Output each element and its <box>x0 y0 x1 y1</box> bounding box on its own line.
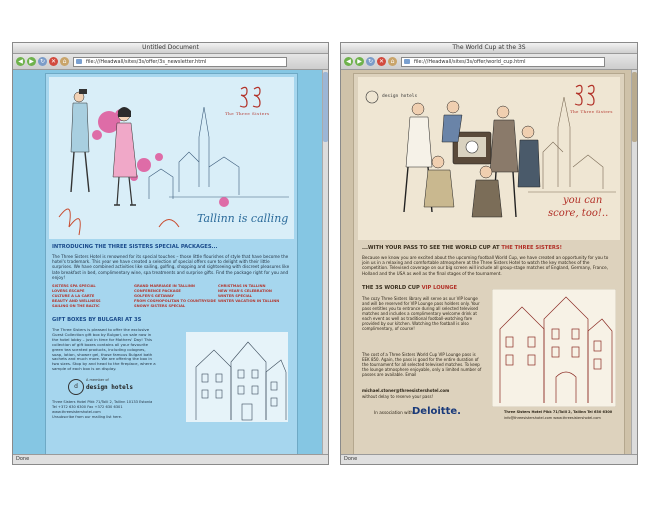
vip-text-2: The cost of a Three Sisters World Cup VIP Lounge pass is EEK 850. Again, the pass is good for the entire duration of the tournament for all selected televised matches. To keep the lounge atmosphere enjoyable, only a limited number of passes are available. Email <box>362 352 482 377</box>
forward-arrow-icon[interactable]: ▶ <box>27 57 36 66</box>
intro-text: The Three Sisters Hotel is renowned for its special touches – those little flourishes of style that have become the hotel's trademark. This year we have created a selection of special offers sure to delight with their little surprises. We have combined activities like sailing, golfing, shopping and sightseeing with discreet pleasures like late breakfast in bed, complimentary wine, spa treatments and surprise gifts. Find the package right for you and enjoy! <box>52 254 290 280</box>
vertical-scrollbar[interactable] <box>322 70 328 455</box>
package-link[interactable]: SAILING ON THE BALTIC <box>52 303 100 308</box>
heading-highlight: THE THREE SISTERS! <box>501 245 562 251</box>
slogan-line-2: score, too!.. <box>548 208 609 219</box>
address-bar[interactable] <box>401 57 605 67</box>
package-link[interactable]: SISTERS SPA SPECIAL <box>52 284 96 288</box>
status-bar: Done <box>13 454 328 464</box>
hero-illustration <box>49 77 294 239</box>
gift-text: The Three Sisters is pleased to offer the exclusive Guest Collection gift box by Bulgari, on sale now in the hotel lobby – just in time for Mothers' Day! This collection of gift boxes contains all your favourite green tea scented products, including colognes, soap, lotion, shower gel, those famous Bulgari bath sachets and much more. We are offering the box in two sizes. Stop by and head to the fireplace, where a sample of each box is on display. <box>52 327 156 372</box>
address-bar[interactable] <box>73 57 287 67</box>
vip-text-3: without delay to reserve your pass! <box>362 394 434 399</box>
title-bar <box>13 43 328 54</box>
package-link[interactable]: CONFERENCE PACKAGE <box>134 288 181 293</box>
world-cup-heading <box>362 245 562 251</box>
title-bar <box>341 43 637 54</box>
intro-heading: INTRODUCING THE THREE SISTERS SPECIAL PACKAGES... <box>52 244 218 250</box>
vip-heading <box>362 285 457 291</box>
member-of-label: A member of <box>86 378 109 382</box>
hotel-web-link[interactable]: www.threesistershotel.com <box>52 410 101 414</box>
package-link[interactable]: GOLFER'S GETAWAY <box>134 293 174 298</box>
package-link[interactable]: GRAND MARRIAGE IN TALLINN <box>134 284 195 288</box>
packages-column-1 <box>52 284 101 309</box>
back-arrow-icon[interactable]: ◀ <box>344 57 353 66</box>
newsletter-page <box>45 73 298 455</box>
slogan-line-1: you can <box>563 195 603 206</box>
package-link[interactable]: CULTURE A LA CARTE <box>52 293 95 298</box>
hotel-building-illustration <box>186 332 288 422</box>
page-viewport[interactable] <box>13 70 328 455</box>
favicon-icon <box>404 59 410 64</box>
vip-heading-prefix: THE 3S WORLD CUP <box>362 285 422 291</box>
address-bar-url: file:///Headwall/sites/3s/offer/world_cup.html <box>414 59 526 65</box>
vip-text-1: The cozy Three Sisters library will serve as our VIP lounge and will be reserved for VIP Lounge pass holders only. Your pass entitles you to entrance during all selected televised matches and includes a complimentary welcome drink at each event as well as traditional football-watching fare provided by our kitchen. Watching the football is also complimentary, of course! <box>362 296 480 331</box>
reload-icon[interactable]: ↻ <box>367 58 374 65</box>
browser-window-world-cup <box>340 42 638 465</box>
forward-arrow-icon[interactable]: ▶ <box>355 57 364 66</box>
package-link[interactable]: WINTER SPECIAL <box>218 293 252 298</box>
hotel-address: Three Sisters Hotel Pikk 71/Tolli 2, Tallinn Tel 630 6300 <box>504 410 613 414</box>
package-link[interactable]: FROM COSMOPOLITAN TO COUNTRYSIDE <box>134 298 216 303</box>
reload-icon[interactable]: ↻ <box>39 58 46 65</box>
hero-caption: Tallinn is calling <box>197 212 289 225</box>
hotel-contact: Tel +372 630 6300 Fax +372 630 6301 <box>52 405 123 409</box>
status-bar: Done <box>341 454 637 464</box>
address-bar-url: file:///Headwall/sites/3s/offer/3s_newsletter.html <box>86 59 207 65</box>
package-link[interactable]: CHRISTMAS IN TALLINN <box>218 284 266 288</box>
vip-heading-highlight: VIP LOUNGE <box>421 285 458 291</box>
intro-text: Because we know you are excited about the upcoming football World Cup, we have created an opportunity for you to join us in a relaxing and comfortable atmosphere at the Three Sisters Hotel to watch the key matches of the competition. Televised coverage on our big screen will include all group-stage matches of England, Germany, France, Holland and the USA as well as the final stages of the tournament. <box>362 255 609 276</box>
vertical-scrollbar[interactable] <box>631 70 637 455</box>
browser-toolbar <box>13 54 328 70</box>
brand-name: The Three Sisters <box>225 111 270 116</box>
home-icon[interactable]: ⌂ <box>388 57 397 66</box>
package-link[interactable]: LOVERS ESCAPE <box>52 288 85 293</box>
hero-illustration <box>358 77 620 240</box>
packages-column-3 <box>218 284 279 304</box>
page-viewport[interactable] <box>341 70 637 455</box>
scrollbar-thumb[interactable] <box>632 72 637 142</box>
window-title: Untitled Document <box>142 44 199 51</box>
package-link[interactable]: SNOWY SISTERS SPECIAL <box>134 303 186 308</box>
heading-prefix: ...WITH YOUR PASS TO SEE THE WORLD CUP AT <box>362 245 502 251</box>
scrollbar-thumb[interactable] <box>323 72 328 142</box>
design-hotels-logo: d <box>68 379 84 395</box>
favicon-icon <box>76 59 82 64</box>
design-hotels-label: design hotels <box>382 94 418 99</box>
home-icon[interactable]: ⌂ <box>60 57 69 66</box>
hotel-contact-links[interactable]: info@threesistershotel.com www.threesistershotel.com <box>504 416 601 420</box>
hotel-building-illustration <box>492 289 616 407</box>
newsletter-page <box>353 73 625 455</box>
package-link[interactable]: BEAUTY AND WELLNESS <box>52 298 101 303</box>
package-link[interactable]: NEW YEAR'S CELEBRATION <box>218 288 272 293</box>
browser-window-newsletter <box>12 42 329 465</box>
packages-column-2 <box>134 284 216 309</box>
browser-toolbar <box>341 54 637 70</box>
package-link[interactable]: WINTER VACATION IN TALLINN <box>218 298 280 303</box>
gift-heading: GIFT BOXES BY BULGARI AT 3S <box>52 317 142 323</box>
sponsor-logo: Deloitte. <box>412 406 461 417</box>
window-title: The World Cup at the 3S <box>452 44 526 51</box>
reservation-email-link[interactable]: michael.stoner@threesistershotel.com <box>362 388 450 393</box>
brand-name: The Three Sisters <box>570 109 613 114</box>
back-arrow-icon[interactable]: ◀ <box>16 57 25 66</box>
stop-icon[interactable]: ✕ <box>378 58 385 65</box>
hotel-address: Three Sisters Hotel Pikk 71/Tolli 2, Tallinn 10133 Estonia <box>52 400 153 404</box>
design-hotels-label: design hotels <box>86 384 133 391</box>
association-label: In association with... <box>374 410 417 415</box>
unsubscribe-link[interactable]: Unsubscribe from our mailing list here. <box>52 415 122 419</box>
stop-icon[interactable]: ✕ <box>50 58 57 65</box>
